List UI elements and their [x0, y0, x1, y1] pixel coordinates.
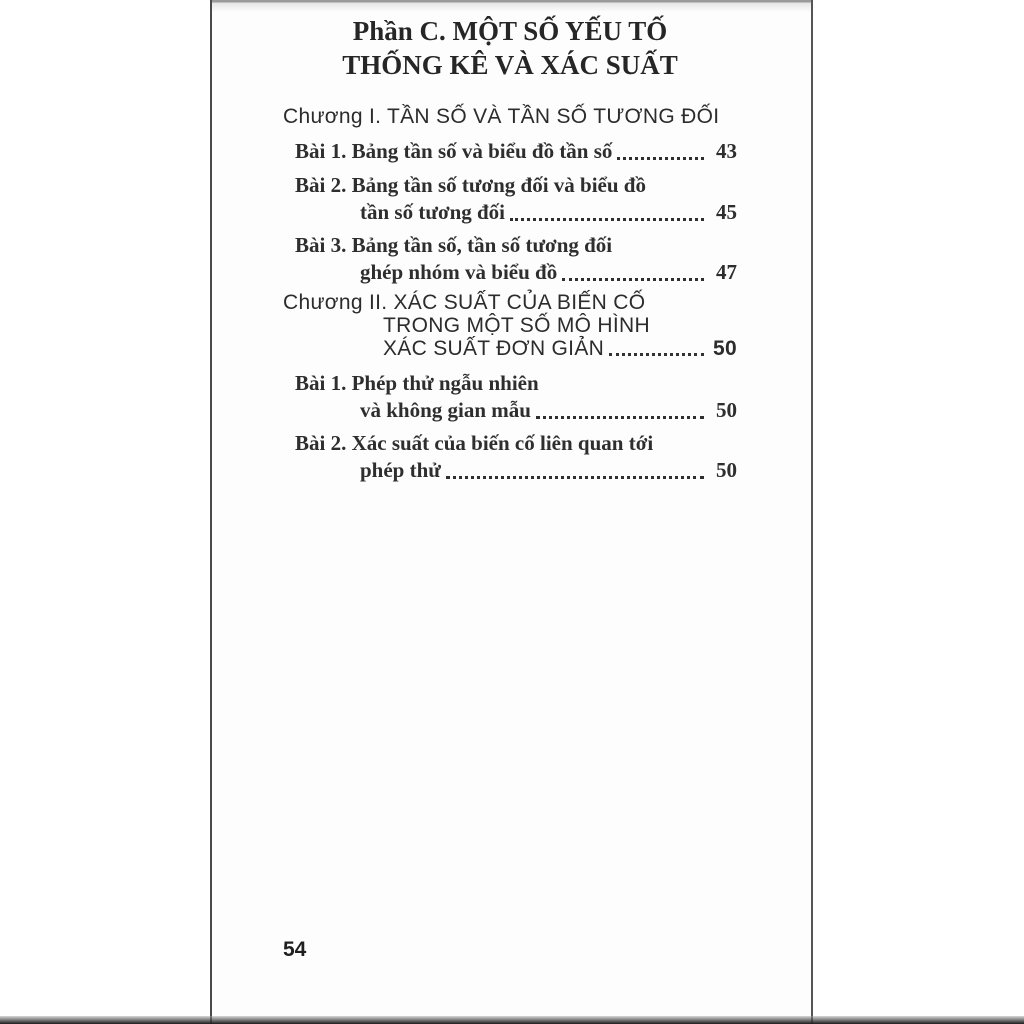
section-title	[283, 14, 737, 82]
toc-page-number: 45	[716, 200, 737, 224]
photo-bottom-edge	[0, 1016, 1024, 1024]
page-number: 54	[283, 938, 307, 961]
toc-entry-text-cont: phép thử	[360, 458, 441, 482]
chapter2-heading	[283, 291, 737, 360]
dot-leader	[617, 157, 704, 160]
dot-leader	[446, 476, 704, 479]
toc-entry-ch1-bai2	[283, 172, 737, 226]
toc-page-number: 43	[716, 139, 737, 163]
toc-entry-text-cont: và không gian mẫu	[360, 398, 531, 422]
toc-entry-text: Bài 1. Phép thử ngẫu nhiên	[295, 371, 539, 395]
table-of-contents	[283, 0, 737, 484]
toc-entry-text: Bài 2. Bảng tần số tương đối và biểu đồ	[295, 173, 646, 197]
chapter1-heading: Chương I. TẦN SỐ VÀ TẦN SỐ TƯƠNG ĐỐI	[283, 105, 720, 128]
chapter2-heading-line3: XÁC SUẤT ĐƠN GIẢN	[383, 337, 605, 360]
toc-entry-text: Bài 2. Xác suất của biến cố liên quan tới	[295, 431, 654, 455]
section-title-line1: Phần C. MỘT SỐ YẾU TỐ	[352, 16, 668, 46]
toc-page-number: 50	[716, 458, 737, 482]
dot-leader	[510, 218, 704, 221]
toc-entry-text-cont: tần số tương đối	[360, 200, 506, 224]
toc-page-number: 50	[713, 337, 737, 360]
chapter2-heading-line1: Chương II. XÁC SUẤT CỦA BIẾN CỐ	[283, 291, 646, 314]
toc-entry-ch2-bai2	[283, 430, 737, 484]
book-page	[210, 0, 813, 1024]
dot-leader	[609, 353, 704, 356]
chapter2-heading-line2: TRONG MỘT SỐ MÔ HÌNH	[383, 314, 650, 337]
toc-entry-text: Bài 3. Bảng tần số, tần số tương đối	[295, 233, 613, 257]
toc-entry-text-cont: ghép nhóm và biểu đồ	[360, 260, 558, 284]
toc-page-number: 50	[716, 398, 737, 422]
dot-leader	[562, 278, 704, 281]
dot-leader	[536, 416, 704, 419]
toc-entry-ch1-bai3	[283, 232, 737, 286]
toc-entry-text: Bài 1. Bảng tần số và biểu đồ tần số	[295, 139, 613, 163]
toc-entry-ch1-bai1	[283, 138, 737, 165]
section-title-line2: THỐNG KÊ VÀ XÁC SUẤT	[342, 50, 678, 80]
toc-entry-ch2-bai1	[283, 370, 737, 424]
toc-page-number: 47	[716, 260, 737, 284]
